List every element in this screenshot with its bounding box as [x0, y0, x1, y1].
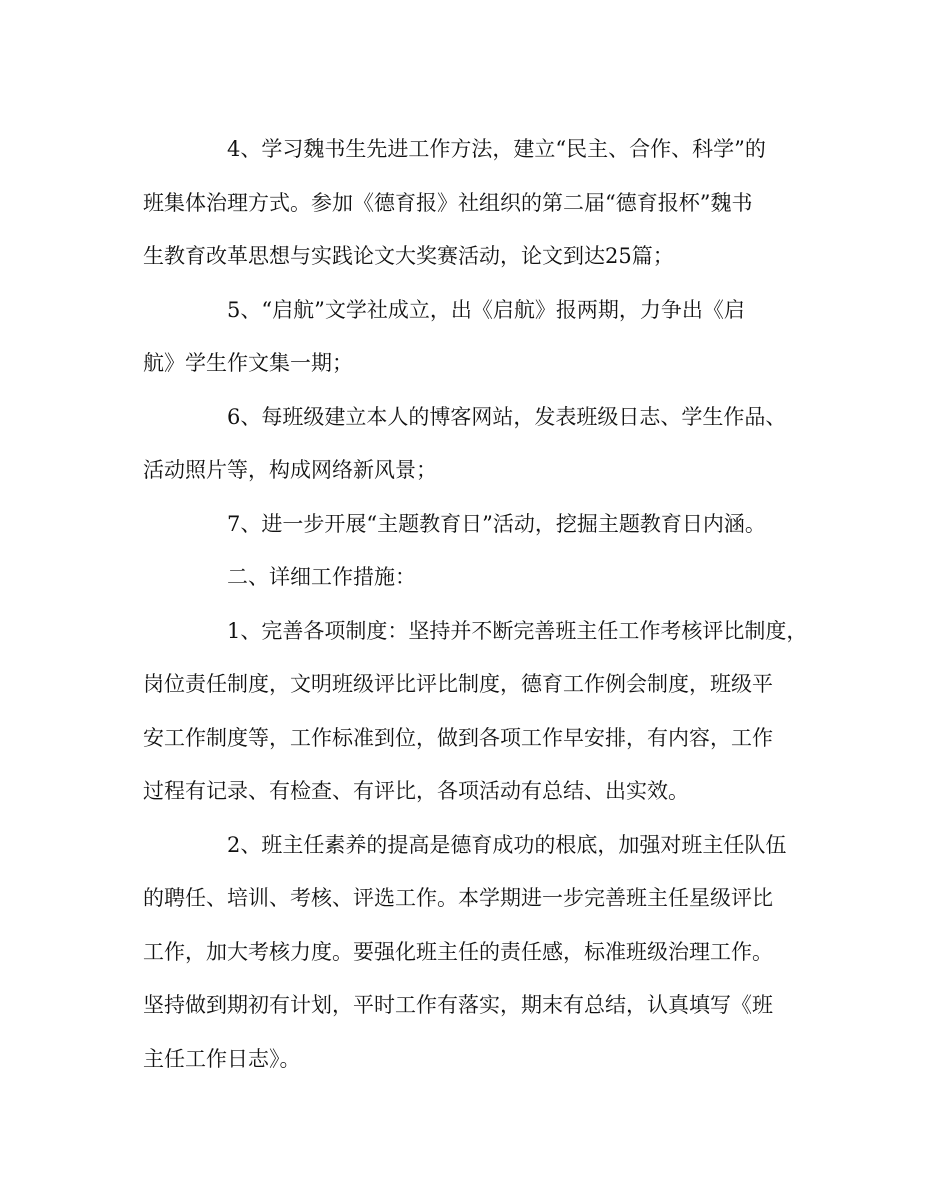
text-line: 活动照片等，构成网络新风景；: [143, 458, 437, 482]
text-line: 工作，加大考核力度。要强化班主任的责任感，标准班级治理工作。: [143, 939, 773, 964]
text-line: 1、完善各项制度：坚持并不断完善班主任工作考核评比制度，: [227, 618, 808, 643]
text-line: 5、“启航”文学社成立，出《启航》报两期，力争出《启: [227, 297, 745, 322]
section-heading: [143, 551, 823, 605]
text-line: 过程有记录、有检查、有评比，各项活动有总结、出实效。: [143, 779, 689, 803]
text-line: 6、每班级建立本人的博客网站，发表班级日志、学生作品、: [227, 404, 787, 429]
text-line: 班集体治理方式。参加《德育报》社组织的第二届“德育报杯”魏书: [143, 190, 753, 215]
paragraph-item-7: [143, 498, 823, 552]
text-line: 航》学生作文集一期；: [143, 351, 353, 375]
text-line: 2、班主任素养的提高是德育成功的根底，加强对班主任队伍: [227, 832, 787, 857]
paragraph-measure-2: [143, 819, 823, 1087]
text-line: 岗位责任制度，文明班级评比评比制度，德育工作例会制度，班级平: [143, 672, 773, 696]
paragraph-item-4: [143, 123, 823, 284]
paragraph-measure-1: [143, 605, 823, 819]
text-line: 4、学习魏书生先进工作方法，建立“民主、合作、科学”的: [227, 137, 766, 161]
text-line: 生教育改革思想与实践论文大奖赛活动，论文到达25篇；: [143, 244, 674, 268]
text-line: 安工作制度等，工作标准到位，做到各项工作早安排，有内容，工作: [143, 725, 773, 750]
document-body: [143, 123, 823, 1086]
text-line: 坚持做到期初有计划，平时工作有落实，期末有总结，认真填写《班: [143, 993, 773, 1017]
paragraph-item-5: [143, 284, 823, 391]
text-line: 7、进一步开展“主题教育日”活动，挖掘主题教育日内涵。: [227, 511, 766, 536]
text-line: 主任工作日志》。: [143, 1046, 301, 1071]
text-line: 的聘任、培训、考核、评选工作。本学期进一步完善班主任星级评比: [143, 886, 773, 910]
section-heading-text: 二、详细工作措施：: [227, 565, 416, 589]
paragraph-item-6: [143, 391, 823, 498]
